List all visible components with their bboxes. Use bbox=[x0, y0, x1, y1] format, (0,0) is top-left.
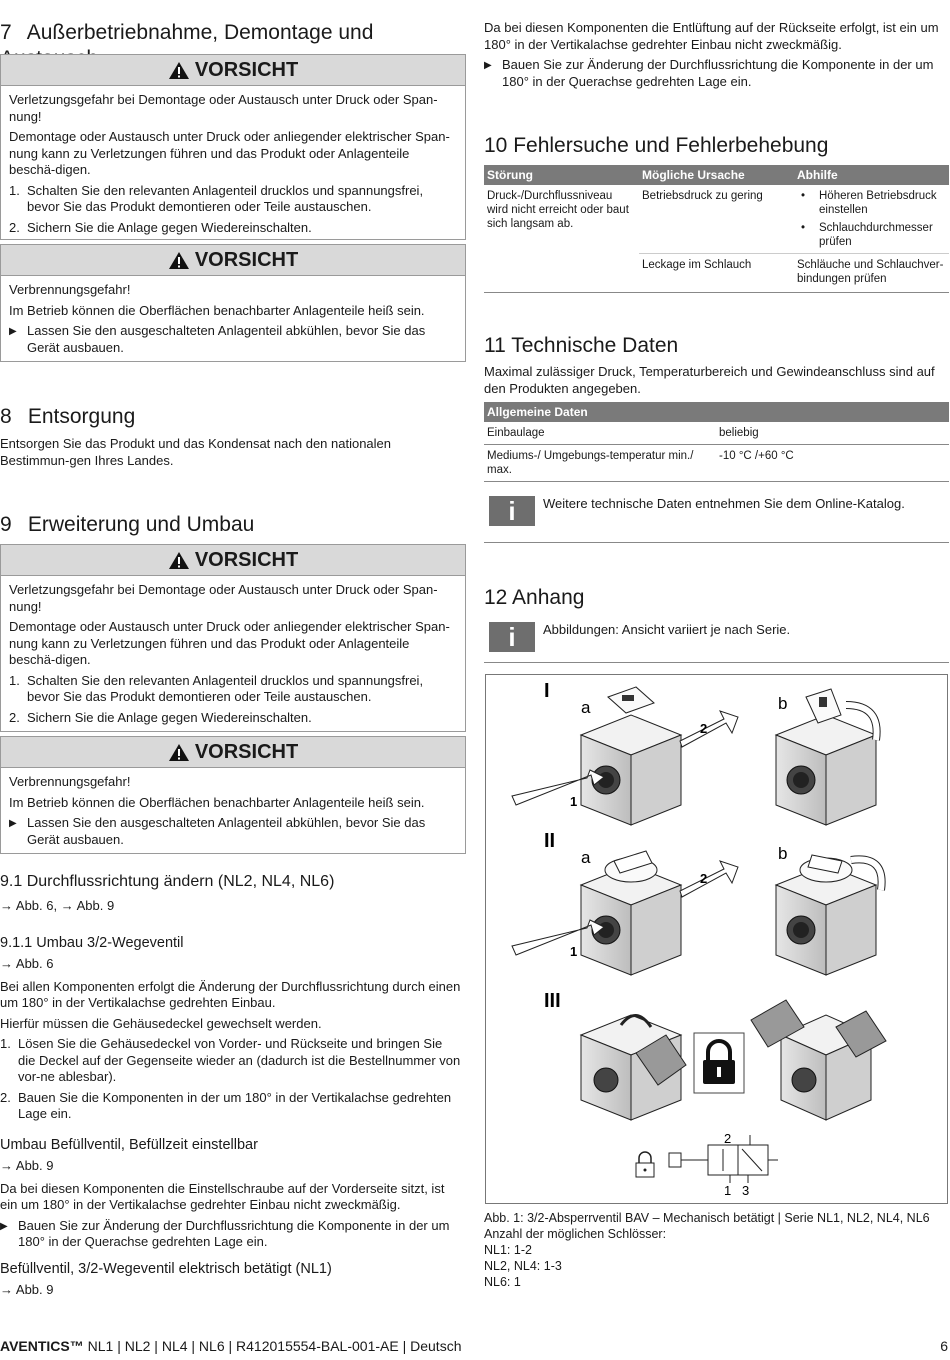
section-8-heading: 8 Entsorgung bbox=[0, 405, 136, 428]
info-text: Weitere technische Daten entnehmen Sie dem Online-Katalog. bbox=[543, 496, 905, 511]
flow-arrow-icon bbox=[680, 711, 738, 747]
table-cell: -10 °C /+60 °C bbox=[716, 445, 949, 482]
caption-line: Anzahl der möglichen Schlösser: bbox=[484, 1227, 667, 1241]
table-cell: Mediums-/ Umgebungs-temperatur min./ max. bbox=[484, 445, 716, 482]
step-item: 1. Lösen Sie die Gehäusedeckel von Vorder- und Rückseite und bringen Sie die Deckel auf der Gegenseite wieder an (dadurch ist die Bestellnummer von vor-ne ablesbar). bbox=[0, 1036, 461, 1084]
continued-text bbox=[484, 20, 944, 94]
figure-reference-link[interactable]: → Abb. 6 bbox=[0, 956, 54, 971]
warning-text: Demontage oder Austausch unter Druck oder anliegender elektrischer Span-nung kann zu Verletzungen führen und das Produkt oder Anlagenteile beschä-digen. bbox=[9, 619, 450, 667]
section-7-heading: 7 Außerbetriebnahme, Demontage und bbox=[0, 21, 374, 44]
triangle-bullet-icon: ▶ bbox=[9, 818, 17, 829]
list-item: • Höheren Betriebsdruck einstellen bbox=[797, 189, 946, 217]
arrow-number: 2 bbox=[700, 721, 708, 736]
section-9-1 bbox=[0, 872, 462, 921]
action-item: ▶ Lassen Sie den ausgeschalteten Anlagenteil abkühlen, bevor Sie das Gerät ausbauen. bbox=[9, 815, 426, 847]
table-row bbox=[484, 445, 949, 482]
table-cell: Schläuche und Schlauchver-bindungen prüfen bbox=[794, 254, 949, 293]
row-label: III bbox=[544, 990, 561, 1012]
arrow-number: 2 bbox=[700, 871, 708, 886]
valve-drawing bbox=[486, 675, 947, 1203]
port-number: 3 bbox=[742, 1183, 750, 1198]
table-cell: Betriebsdruck zu gering bbox=[639, 185, 794, 254]
action-item: ▶ Bauen Sie zur Änderung der Durchflussrichtung die Komponente in der um 180° in der Querachse gedrehten Lage ein. bbox=[484, 57, 934, 89]
row-label: I bbox=[544, 680, 550, 702]
warning-box-pressure-9 bbox=[0, 544, 466, 732]
info-note-catalog bbox=[489, 496, 947, 526]
figure-valve-illustration bbox=[485, 674, 948, 1204]
paragraph: Da bei diesen Komponenten die Einstellschraube auf der Vorderseite sitzt, ist ein um 180° in der Vertikalachse gedrehter Einbau nicht zweckmäßig. bbox=[0, 1180, 445, 1212]
table-cell: Einbaulage bbox=[484, 422, 716, 445]
padlock-symbol-icon bbox=[636, 1152, 654, 1177]
subsection-heading: Befüllventil, 3/2-Wegeventil elektrisch betätigt (NL1) bbox=[0, 1261, 332, 1277]
divider bbox=[484, 542, 949, 543]
figure-reference-link[interactable]: → Abb. 9 bbox=[0, 1282, 54, 1297]
figure-reference-link[interactable]: → Abb. 6, → Abb. 9 bbox=[0, 898, 115, 913]
triangle-bullet-icon: ▶ bbox=[9, 326, 17, 337]
locked-valve-icon bbox=[581, 1015, 686, 1120]
variant-label: a bbox=[581, 698, 591, 717]
document-info: NL1 | NL2 | NL4 | NL6 | R412015554-BAL-001-AE | Deutsch bbox=[83, 1338, 462, 1354]
arrow-number: 1 bbox=[570, 794, 578, 809]
info-icon: i bbox=[489, 622, 535, 652]
valve-body-icon bbox=[581, 851, 681, 975]
disposal-text: Entsorgen Sie das Produkt und das Kondensat nach den nationalen Bestimmun-gen Ihres Landes. bbox=[0, 436, 392, 468]
column-header: Allgemeine Daten bbox=[484, 402, 949, 422]
warning-box-pressure-7 bbox=[0, 54, 466, 240]
triangle-bullet-icon: ▶ bbox=[0, 1220, 8, 1232]
list-item: • Schlauchdurchmesser prüfen bbox=[797, 221, 946, 249]
step-item: 1. Schalten Sie den relevanten Anlagenteil drucklos und spannungsfrei, bevor Sie das Produkt demontieren oder Teile austauschen. bbox=[9, 182, 424, 214]
warning-text: Im Betrieb können die Oberflächen benachbarter Anlagenteile heiß sein. bbox=[9, 794, 425, 810]
action-item: ▶ Bauen Sie zur Änderung der Durchflussrichtung die Komponente in der um 180° in der Querachse gedrehten Lage ein. bbox=[0, 1217, 450, 1249]
section-9-1-1 bbox=[0, 934, 462, 1127]
column-header: Störung bbox=[484, 165, 639, 185]
caption-line: NL2, NL4: 1-3 bbox=[484, 1259, 562, 1273]
arrow-number: 1 bbox=[570, 944, 578, 959]
step-item: 2. Sichern Sie die Anlage gegen Wiedereinschalten. bbox=[9, 219, 312, 235]
info-icon: i bbox=[489, 496, 535, 526]
warning-title: Verletzungsgefahr bei Demontage oder Austausch unter Druck oder Span-nung! bbox=[9, 92, 438, 124]
warning-title: Verbrennungsgefahr! bbox=[9, 774, 131, 789]
table-cell bbox=[794, 185, 949, 254]
table-header-row bbox=[484, 165, 949, 185]
port-number: 1 bbox=[724, 1183, 732, 1198]
section-befuellventil bbox=[0, 1136, 462, 1255]
valve-body-icon bbox=[581, 687, 681, 825]
paragraph: Da bei diesen Komponenten die Entlüftung auf der Rückseite erfolgt, ist ein um 180° in der Vertikalachse gedrehter Einbau nicht zweckmäßig. bbox=[484, 20, 939, 52]
warning-triangle-icon bbox=[168, 61, 190, 80]
section-12-heading: 12 Anhang bbox=[484, 586, 585, 609]
paragraph: Bei allen Komponenten erfolgt die Änderung der Durchflussrichtung durch einen um 180° in der Vertikalachse gedrehten Einbau. bbox=[0, 978, 461, 1010]
figure-caption bbox=[484, 1210, 946, 1290]
troubleshooting-table bbox=[484, 165, 949, 293]
section-elektrisch bbox=[0, 1260, 462, 1299]
section-9-1-1-heading: 9.1.1 Umbau 3/2-Wegeventil bbox=[0, 935, 184, 951]
warning-text: Im Betrieb können die Oberflächen benachbarter Anlagenteile heiß sein. bbox=[9, 302, 425, 318]
paragraph: Hierfür müssen die Gehäusedeckel gewechselt werden. bbox=[0, 1015, 322, 1031]
table-cell: beliebig bbox=[716, 422, 949, 445]
triangle-bullet-icon: ▶ bbox=[484, 60, 492, 71]
warning-box-burn-9 bbox=[0, 736, 466, 854]
caption-line: NL1: 1-2 bbox=[484, 1243, 532, 1257]
locked-valve-icon bbox=[751, 1000, 886, 1120]
section-10-heading: 10 Fehlersuche und Fehlerbehebung bbox=[484, 134, 829, 157]
page-number: 6 bbox=[940, 1338, 948, 1354]
warning-triangle-icon bbox=[168, 251, 190, 270]
step-item: 2. Sichern Sie die Anlage gegen Wiedereinschalten. bbox=[9, 709, 312, 725]
warning-box-burn-7 bbox=[0, 244, 466, 362]
divider bbox=[484, 662, 949, 663]
valve-body-icon bbox=[776, 855, 876, 975]
bullet-icon: • bbox=[801, 190, 806, 202]
padlock-icon bbox=[694, 1033, 744, 1093]
warning-triangle-icon bbox=[168, 551, 190, 570]
table-row bbox=[484, 422, 949, 445]
warning-text: Demontage oder Austausch unter Druck oder anliegender elektrischer Span-nung kann zu Verletzungen führen und das Produkt oder Anlagenteile beschä-digen. bbox=[9, 129, 450, 177]
variant-label: b bbox=[778, 694, 788, 713]
warning-header: VORSICHT bbox=[1, 55, 465, 86]
step-item: 1. Schalten Sie den relevanten Anlagenteil drucklos und spannungsfrei, bevor Sie das Produkt demontieren oder Teile austauschen. bbox=[9, 672, 424, 704]
action-item: ▶ Lassen Sie den ausgeschalteten Anlagenteil abkühlen, bevor Sie das Gerät ausbauen. bbox=[9, 323, 426, 355]
section-11-heading: 11 Technische Daten bbox=[484, 334, 679, 357]
flow-arrow-icon bbox=[680, 861, 738, 897]
warning-header: VORSICHT bbox=[1, 245, 465, 276]
technical-data-table bbox=[484, 402, 949, 482]
page-footer bbox=[0, 1338, 950, 1355]
section-9-1-heading: 9.1 Durchflussrichtung ändern (NL2, NL4, NL6) bbox=[0, 873, 335, 890]
column-header: Abhilfe bbox=[794, 165, 949, 185]
section-9-heading: 9 Erweiterung und Umbau bbox=[0, 513, 255, 536]
figure-reference-link[interactable]: → Abb. 9 bbox=[0, 1158, 54, 1173]
port-number: 2 bbox=[724, 1131, 732, 1146]
row-label: II bbox=[544, 830, 556, 852]
paragraph: Maximal zulässiger Druck, Temperaturbereich und Gewindeanschluss sind auf den Produkten angegeben. bbox=[484, 364, 935, 396]
variant-label: a bbox=[581, 848, 591, 867]
variant-label: b bbox=[778, 844, 788, 863]
subsection-heading: Umbau Befüllventil, Befüllzeit einstellbar bbox=[0, 1137, 258, 1153]
warning-title: Verbrennungsgefahr! bbox=[9, 282, 131, 297]
caption-line: NL6: 1 bbox=[484, 1275, 521, 1289]
caption-title: Abb. 1: 3/2-Absperrventil BAV – Mechanisch betätigt | Serie NL1, NL2, NL4, NL6 bbox=[484, 1211, 930, 1225]
bullet-icon: • bbox=[801, 222, 806, 234]
table-header-row bbox=[484, 402, 949, 422]
warning-title: Verletzungsgefahr bei Demontage oder Austausch unter Druck oder Span-nung! bbox=[9, 582, 438, 614]
brand-name: AVENTICS™ bbox=[0, 1338, 84, 1354]
warning-triangle-icon bbox=[168, 743, 190, 762]
info-note-figures bbox=[489, 622, 947, 652]
table-cell: Leckage im Schlauch bbox=[639, 254, 794, 293]
table-row bbox=[484, 185, 949, 254]
warning-header: VORSICHT bbox=[1, 737, 465, 768]
warning-header: VORSICHT bbox=[1, 545, 465, 576]
column-header: Mögliche Ursache bbox=[639, 165, 794, 185]
info-text: Abbildungen: Ansicht variiert je nach Serie. bbox=[543, 622, 791, 637]
table-cell: Druck-/Durchflussniveau wird nicht erreicht oder baut sich langsam ab. bbox=[484, 185, 639, 293]
step-item: 2. Bauen Sie die Komponenten in der um 180° in der Vertikalachse gedrehten Lage ein. bbox=[0, 1089, 452, 1121]
